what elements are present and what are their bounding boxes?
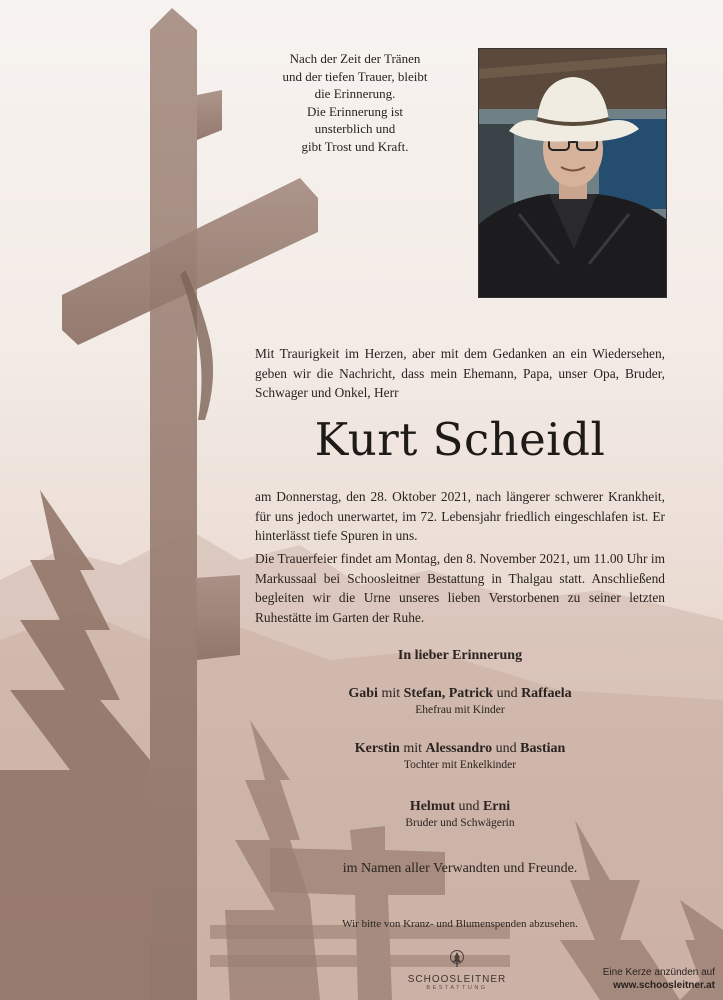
- family-member: Gabi: [348, 686, 378, 701]
- connector: mit: [377, 686, 404, 701]
- family-role: Tochter mit Enkelkinder: [403, 759, 517, 771]
- family-role: Bruder und Schwägerin: [405, 817, 515, 829]
- family-member: Bastian: [520, 741, 566, 756]
- family-role: Ehefrau mit Kinder: [415, 704, 505, 716]
- family-group: [255, 741, 665, 771]
- poem-line: unsterblich und: [314, 121, 396, 136]
- connector: mit: [399, 741, 426, 756]
- death-notice-text: am Donnerstag, den 28. Oktober 2021, nach längerer schwerer Krankheit, für uns jedoch unerwartet, im 72. Lebensjahr friedlich eingeschlafen ist. Er hinterlässt tiefe Spuren in uns.: [255, 489, 665, 543]
- family-names: [255, 741, 665, 757]
- intro-text: Mit Traurigkeit im Herzen, aber mit dem Gedanken an ein Wiedersehen, geben wir die Nachricht, dass mein Ehemann, Papa, unser Opa, Bruder, Schwager und Onkel, Herr: [255, 346, 665, 400]
- family-names: [255, 686, 665, 702]
- flower-donation-note: Wir bitte von Kranz- und Blumenspenden abzusehen.: [342, 918, 578, 930]
- poem: [255, 50, 455, 155]
- funeral-home-logo: [402, 950, 512, 991]
- poem-line: und der tiefen Trauer, bleibt: [282, 68, 428, 84]
- connector: und: [454, 799, 483, 814]
- family-group: [255, 686, 665, 716]
- family-member: Alessandro: [425, 741, 493, 756]
- family-member: Stefan, Patrick: [403, 686, 494, 701]
- poem-line: gibt Trost und Kraft.: [301, 138, 409, 154]
- connector: und: [493, 686, 522, 701]
- family-member: Kerstin: [354, 741, 400, 756]
- family-group: [255, 799, 665, 829]
- logo-name: SCHOOSLEITNER: [407, 974, 507, 985]
- family-member: Erni: [482, 799, 511, 814]
- candle-text: Eine Kerze anzünden auf: [602, 967, 715, 978]
- website-link[interactable]: www.schoosleitner.at: [613, 980, 715, 991]
- candle-link[interactable]: [555, 966, 715, 992]
- deceased-name: Kurt Scheidl: [314, 413, 606, 466]
- family-names: [255, 799, 665, 815]
- poem-line: die Erinnerung.: [314, 86, 396, 101]
- poem-line: Nach der Zeit der Tränen: [289, 51, 421, 66]
- closing-line: im Namen aller Verwandten und Freunde.: [342, 861, 578, 876]
- family-member: Raffaela: [521, 686, 572, 701]
- funeral-details-text: Die Trauerfeier findet am Montag, den 8. November 2021, um 11.00 Uhr im Markussaal bei Schoosleitner Bestattung in Thalgau statt. Anschließend begleiten wir die Urne unseres lieben Verstorbenen zu seiner letzten Ruhestätte im Garten der Ruhe.: [255, 551, 665, 625]
- logo-subtitle: BESTATTUNG: [426, 985, 488, 991]
- remembrance-heading: In lieber Erinnerung: [397, 648, 523, 663]
- family-member: Helmut: [409, 799, 455, 814]
- connector: und: [492, 741, 521, 756]
- tree-icon: [449, 950, 465, 968]
- poem-line: Die Erinnerung ist: [306, 103, 404, 119]
- portrait-photo: [478, 48, 667, 298]
